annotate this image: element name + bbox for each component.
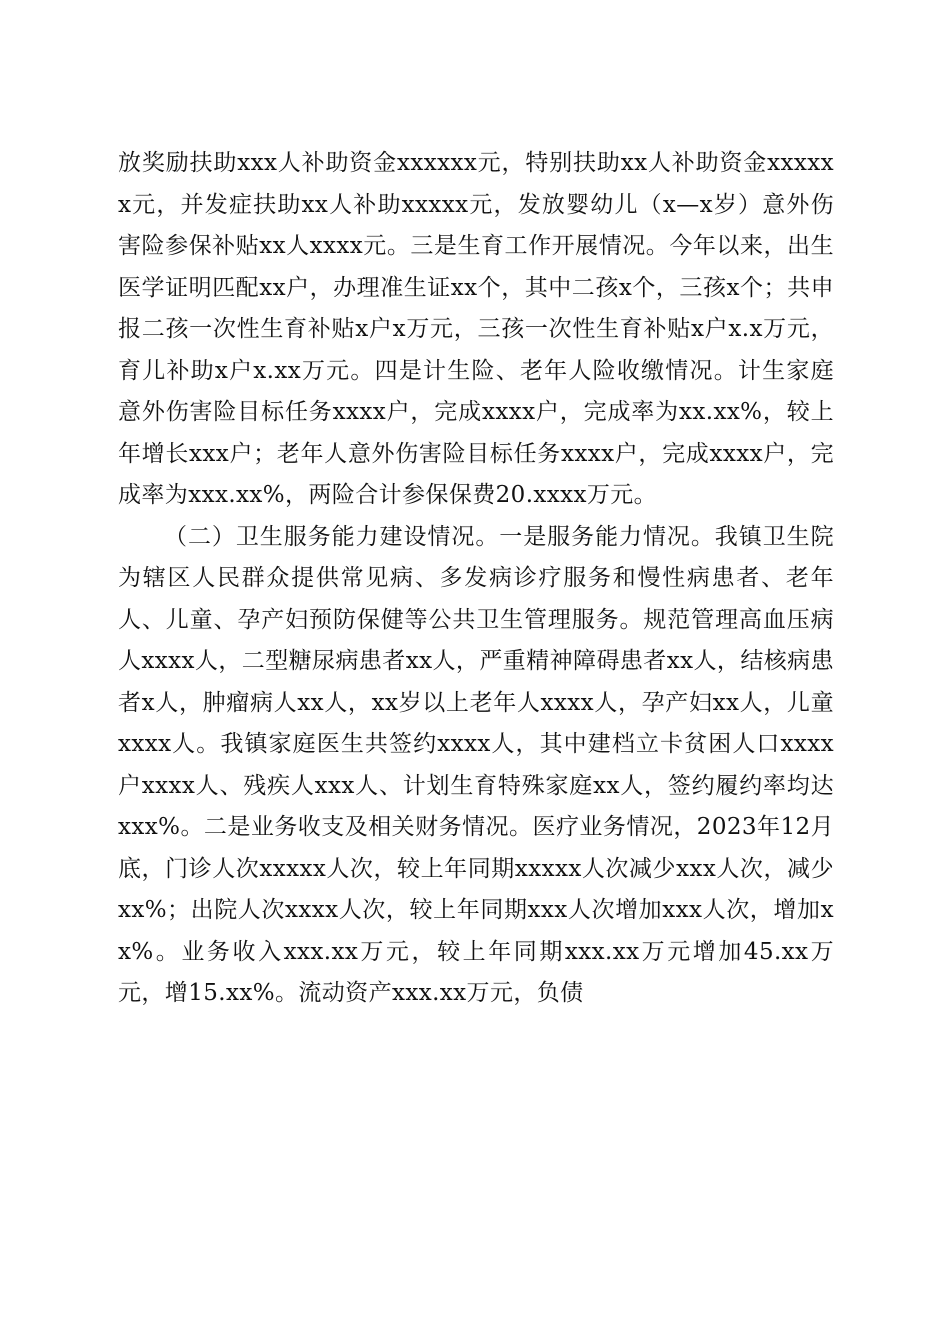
paragraph-health-service: （二）卫生服务能力建设情况。一是服务能力情况。我镇卫生院为辖区人民群众提供常见病、多发病诊疗服务和慢性病患者、老年人、儿童、孕产妇预防保健等公共卫生管理服务。规范管理高血压病人xxxx人，二型糖尿病患者xx人，严重精神障碍患者xx人，结核病患者x人，肿瘤病人xx人，xx岁以上老年人xxxx人，孕产妇xx人，儿童xxxx人。我镇家庭医生共签约xxxx人，其中建档立卡贫困人口xxxx户xxxx人、残疾人xxx人、计划生育特殊家庭xx人，签约履约率均达xxx%。二是业务收支及相关财务情况。医疗业务情况，2023年12月底，门诊人次xxxxx人次，较上年同期xxxxx人次减少xxx人次，减少xx%；出院人次xxxx人次，较上年同期xxx人次增加xxx人次，增加xx%。业务收入xxx.xx万元，较上年同期xxx.xx万元增加45.xx万元，增15.xx%。流动资产xxx.xx万元，负债 (118, 523, 834, 1006)
paragraph-continuation: 放奖励扶助xxx人补助资金xxxxxx元，特别扶助xx人补助资金xxxxxx元，并发症扶助xx人补助xxxxx元，发放婴幼儿（x—x岁）意外伤害险参保补贴xx人xxxx元。三是生育工作开展情况。今年以来，出生医学证明匹配xx户，办理准生证xx个，其中二孩x个，三孩x个；共申报二孩一次性生育补贴x户x万元，三孩一次性生育补贴x户x.x万元，育儿补助x户x.xx万元。四是计生险、老年人险收缴情况。计生家庭意外伤害险目标任务xxxx户，完成xxxx户，完成率为xx.xx%，较上年增长xxx户；老年人意外伤害险目标任务xxxx户，完成xxxx户，完成率为xxx.xx%，两险合计参保保费20.xxxx万元。 (118, 150, 834, 508)
document-body (118, 143, 834, 1015)
